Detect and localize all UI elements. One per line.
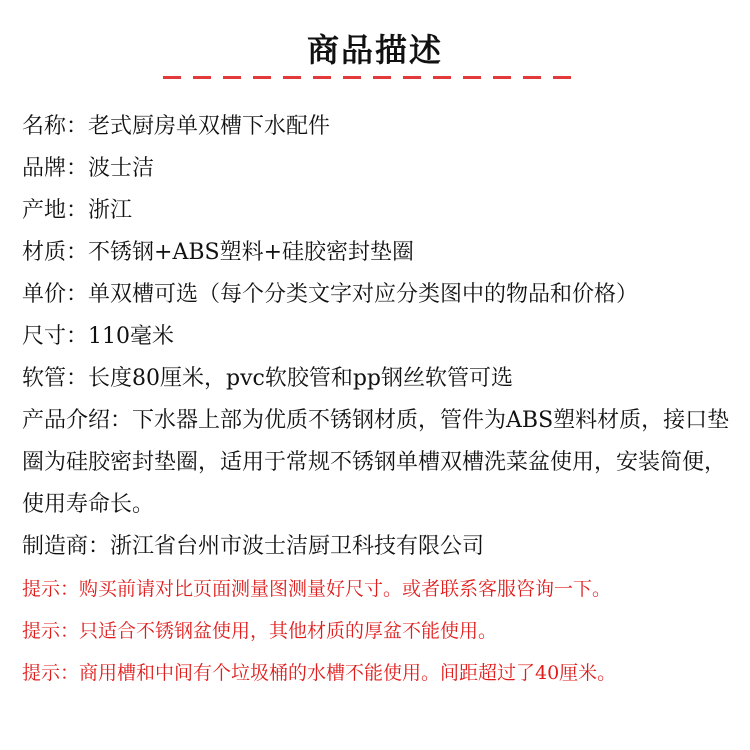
item-hose: [22, 358, 734, 400]
item-label: 产品介绍：: [22, 408, 133, 433]
item-label: 品牌：: [22, 156, 89, 181]
item-manufacturer: [22, 526, 734, 568]
note-measure: 提示：购买前请对比页面测量图测量好尺寸。或者联系客服咨询一下。: [22, 578, 612, 600]
item-label: 制造商：: [22, 534, 111, 559]
item-value: 不锈钢+ABS塑料+硅胶密封垫圈: [88, 240, 415, 265]
item-value: 浙江: [88, 198, 133, 223]
item-value: 单双槽可选（每个分类文字对应分类图中的物品和价格）: [88, 282, 639, 307]
item-label: 软管：: [22, 366, 89, 391]
title-dashed-underline: [163, 76, 583, 79]
item-label: 尺寸：: [22, 324, 89, 349]
item-intro: [22, 400, 734, 526]
item-value: 长度80厘米，pvc软胶管和pp钢丝软管可选: [88, 366, 514, 391]
item-value: 110毫米: [88, 324, 175, 349]
description-list: [22, 106, 734, 694]
item-material: [22, 232, 734, 274]
item-size: [22, 316, 734, 358]
item-name: [22, 106, 734, 148]
note-commercial: 提示：商用槽和中间有个垃圾桶的水槽不能使用。间距超过了40厘米。: [22, 662, 617, 684]
item-label: 名称：: [22, 114, 89, 139]
item-price: [22, 274, 734, 316]
item-origin: [22, 190, 734, 232]
item-value: 波士洁: [88, 156, 155, 181]
note-material: 提示：只适合不锈钢盆使用，其他材质的厚盆不能使用。: [22, 620, 498, 642]
item-label: 单价：: [22, 282, 89, 307]
item-value: 浙江省台州市波士洁厨卫科技有限公司: [110, 534, 485, 559]
page-title: 商品描述: [306, 31, 443, 69]
item-value: 下水器上部为优质不锈钢材质，管件为ABS塑料材质，接口垫圈为硅胶密封垫圈，适用于常规不锈钢单槽双槽洗菜盆使用，安装简便，使用寿命长。: [22, 408, 730, 517]
item-value: 老式厨房单双槽下水配件: [88, 114, 331, 139]
item-brand: [22, 148, 734, 190]
item-label: 材质：: [22, 240, 89, 265]
item-label: 产地：: [22, 198, 89, 223]
